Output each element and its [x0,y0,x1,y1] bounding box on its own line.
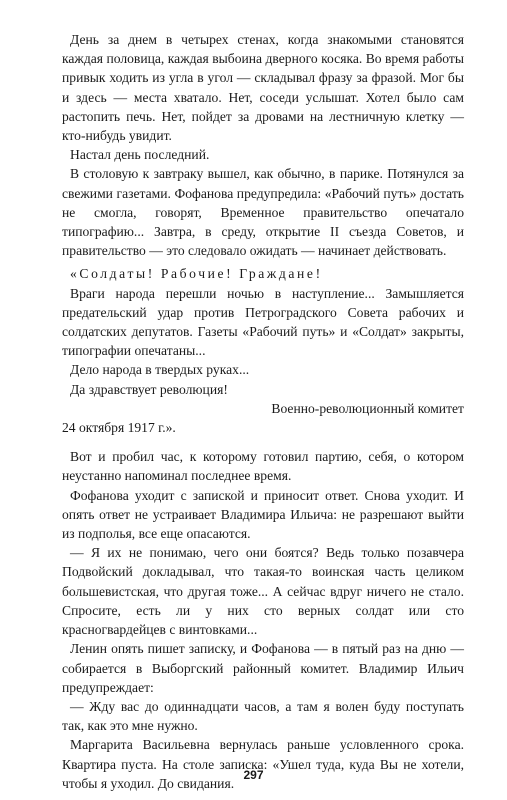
paragraph: Вот и пробил час, к которому готовил партию, себя, о котором неустанно напоминал последнее время. [62,449,464,484]
paragraph: Дело народа в твердых руках... [70,362,250,378]
paragraph: — Я их не понимаю, чего они боятся? Ведь только позавчера Подвойский докладывал, что такая-то воинская часть целиком большевистская, что другая тоже... А сейчас вдруг ничего не стало. Спросите, есть ли у них сто верных солдат или сто красногвардейцев с винтовками... [62,545,464,638]
paragraph: Да здравствует революция! [70,381,228,397]
date-line: 24 октября 1917 г.». [62,420,176,436]
paragraph: Настал день последний. [70,147,210,163]
paragraph: — Жду вас до одиннадцати часов, а там я волен буду поступать так, как это мне нужно. [62,698,464,734]
page-body [62,30,464,793]
paragraph: Враги народа перешли ночью в наступление... Замышляется предательский удар против Петроградского Совета рабочих и солдатских депутатов. Газеты «Рабочий путь» и «Солдат» закрыты, типографии опечатаны... [62,285,464,359]
page-number: 297 [243,768,264,782]
paragraph: Ленин опять пишет записку, и Фофанова — в пятый раз на дню — собирается в Выборгский районный комитет. Владимир Ильич предупреждает: [62,641,464,695]
paragraph: Фофанова уходит с запиской и приносит ответ. Снова уходит. И опять ответ не устраивает Владимира Ильича: не разрешают выйти из подполья, все еще опасаются. [62,487,464,542]
paragraph: День за днем в четырех стенах, когда знакомыми становятся каждая половица, каждая выбоина дверного косяка. Во время работы привык ходить из угла в угол — складывал фразу за фразой. Мог бы и здесь — места хватало. Нет, соседи услышат. Хотел было сам растопить печь. Нет, пойдет за дровами на лестничную клетку — кто-нибудь увидит. [62,32,464,144]
proclamation-heading: «Солдаты! Рабочие! Граждане! [70,266,323,282]
signature: Военно-революционный комитет [271,400,464,416]
paragraph: Маргарита Васильевна вернулась раньше условленного срока. Квартира пуста. На столе записка: «Ушел туда, куда Вы не хотели, чтобы я уходил. До свидания. [62,737,464,791]
paragraph: В столовую к завтраку вышел, как обычно, в парике. Потянулся за свежими газетами. Фофанова предупредила: «Рабочий путь» достать не смогла, говорят, Временное правительство опечатало типографию... Завтра, в среду, открытие II съезда Советов, и правительство — это следовало ожидать — начинает действовать. [62,166,464,259]
